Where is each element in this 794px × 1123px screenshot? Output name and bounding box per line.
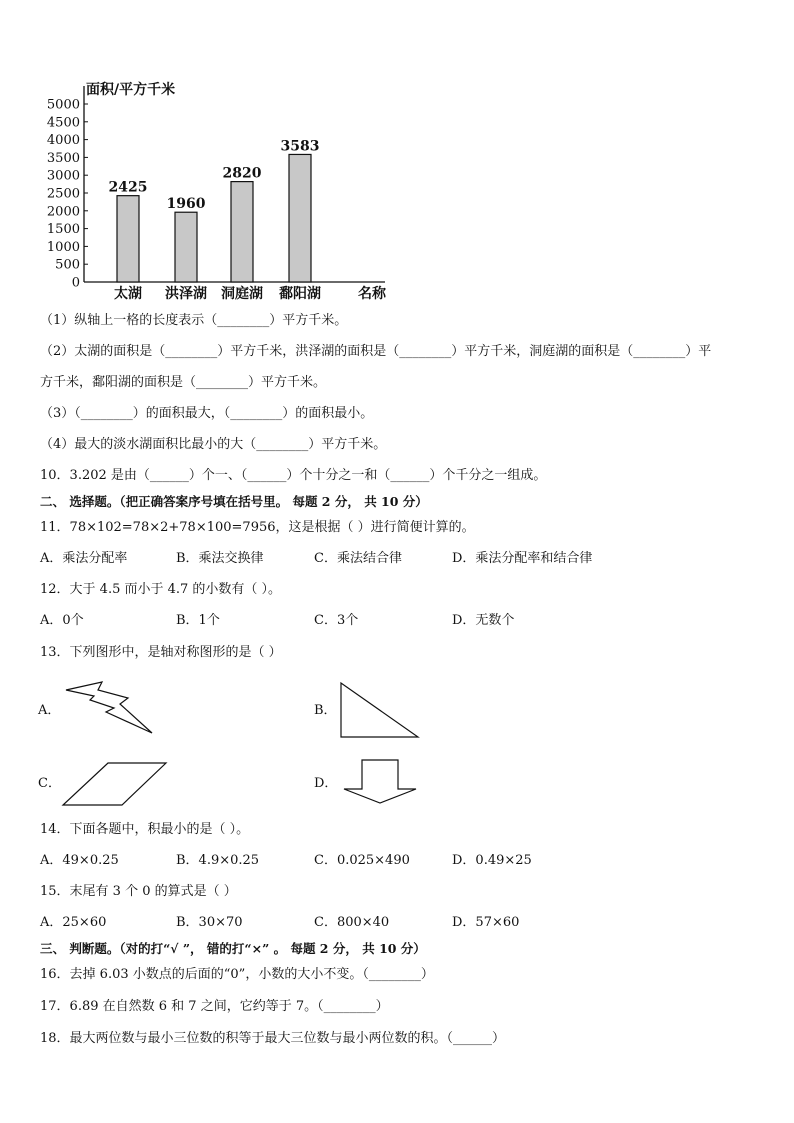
down-arrow-icon <box>340 757 420 805</box>
bar-1 <box>175 212 197 282</box>
question-14: 14．下面各题中，积最小的是（ ）。 <box>40 822 250 837</box>
category-label: 洞庭湖 <box>221 286 263 302</box>
question-11: 11．78×102=78×2+78×100=7956，这是根据（ ）进行简便计算的。 <box>40 520 475 535</box>
q14-option-d: D．0.49×25 <box>452 853 532 868</box>
q11-option-d: D．乘法分配率和结合律 <box>452 551 593 566</box>
q11-option-c: C．乘法结合律 <box>314 551 402 566</box>
parallelogram-icon <box>60 760 170 808</box>
q12-option-c: C．3个 <box>314 613 359 628</box>
lake-area-bar-chart <box>40 78 400 303</box>
question-10: 10．3.202 是由（______）个一、（______）个十分之一和（______）个千分之一组成。 <box>40 468 547 483</box>
y-tick-label: 1000 <box>46 239 80 255</box>
y-tick-label: 5000 <box>46 97 80 113</box>
q12-option-d: D．无数个 <box>452 613 515 628</box>
q15-option-c: C．800×40 <box>314 915 390 930</box>
category-label: 洪泽湖 <box>165 286 207 302</box>
q12-option-a: A．0个 <box>40 613 84 628</box>
q13-option-d: D． <box>314 776 338 791</box>
y-ticks <box>47 98 88 291</box>
y-tick-label: 2000 <box>46 204 80 220</box>
y-tick-label: 4500 <box>46 115 80 131</box>
x-axis-label: 名称 <box>358 286 386 302</box>
y-tick-label: 2500 <box>46 186 80 202</box>
section-2-heading: 二、 选择题。（把正确答案序号填在括号里。 每题 2 分， 共 10 分） <box>40 494 428 509</box>
bars <box>109 138 321 302</box>
question-17: 17．6.89 在自然数 6 和 7 之间，它约等于 7。（________） <box>40 999 389 1014</box>
section-3-heading: 三、 判断题。（对的打“√ ”， 错的打“×” 。 每题 2 分， 共 10 分） <box>40 941 426 956</box>
bar-value-label: 1960 <box>166 196 206 213</box>
bar-value-label: 2820 <box>222 165 262 182</box>
q14-option-a: A．49×0.25 <box>40 853 119 868</box>
question-12: 12．大于 4.5 而小于 4.7 的小数有（ ）。 <box>40 582 282 597</box>
y-axis-label: 面积/平方千米 <box>86 82 176 98</box>
q15-option-d: D．57×60 <box>452 915 520 930</box>
y-tick-label: 3500 <box>46 150 80 166</box>
q14-option-c: C．0.025×490 <box>314 853 410 868</box>
question-15: 15．末尾有 3 个 0 的算式是（ ） <box>40 884 237 899</box>
bar-0 <box>117 196 139 282</box>
q11-option-a: A．乘法分配率 <box>40 551 128 566</box>
bar-value-label: 2425 <box>108 179 148 196</box>
q15-option-a: A．25×60 <box>40 915 107 930</box>
q15-option-b: B．30×70 <box>176 915 243 930</box>
q12-option-b: B．1个 <box>176 613 220 628</box>
chart-question-2: （2）太湖的面积是（________）平方千米，洪泽湖的面积是（________）平方千米，洞庭湖的面积是（________）平 <box>40 344 712 359</box>
chart-question-1: （1）纵轴上一格的长度表示（________）平方千米。 <box>40 313 348 328</box>
bar-value-label: 3583 <box>280 138 320 155</box>
lightning-icon <box>62 680 157 736</box>
y-tick-label: 0 <box>71 275 80 291</box>
y-tick-label: 4000 <box>46 133 80 149</box>
q13-option-a: A． <box>38 703 61 718</box>
question-16: 16．去掉 6.03 小数点的后面的“0”，小数的大小不变。（________） <box>40 967 434 982</box>
bar-3 <box>289 154 311 282</box>
chart-question-2-cont: 方千米，鄱阳湖的面积是（________）平方千米。 <box>40 375 327 390</box>
y-tick-label: 500 <box>55 257 80 273</box>
y-tick-label: 3000 <box>46 168 80 184</box>
q13-option-b: B． <box>314 703 337 718</box>
right-triangle-icon <box>338 680 422 740</box>
q11-option-b: B．乘法交换律 <box>176 551 264 566</box>
q14-option-b: B．4.9×0.25 <box>176 853 260 868</box>
chart-question-4: （4）最大的淡水湖面积比最小的大（________）平方千米。 <box>40 437 387 452</box>
category-label: 太湖 <box>114 286 142 302</box>
chart-question-3: （3）（________）的面积最大，（________）的面积最小。 <box>40 406 374 421</box>
category-label: 鄱阳湖 <box>279 286 321 302</box>
question-18: 18．最大两位数与最小三位数的积等于最大三位数与最小两位数的积。（______） <box>40 1031 506 1046</box>
question-13: 13．下列图形中，是轴对称图形的是（ ） <box>40 645 282 660</box>
q13-option-c: C． <box>38 776 61 791</box>
y-tick-label: 1500 <box>46 222 80 238</box>
bar-2 <box>231 182 253 282</box>
